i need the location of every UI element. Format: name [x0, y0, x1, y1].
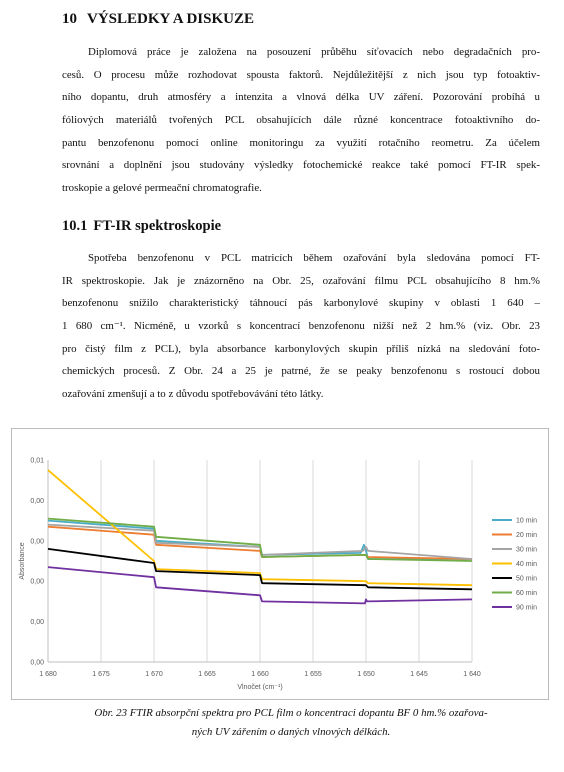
figure-caption [36, 704, 546, 742]
y-tick-label: 0,00 [30, 578, 44, 586]
paragraph-line: IR spektroskopie. Jak je znázorněno na Obr. 25, ozařování filmu PCL obsahujícího 8 hm.% [62, 274, 540, 287]
paragraph-line: pro čistý film z PCL), byla absorbance karbonylových skupin příliš nízká na sledování foto- [62, 342, 540, 355]
paragraph-line: troskopie a gelové permeační chromatografie. [62, 182, 262, 195]
legend-label: 60 min [516, 590, 538, 597]
paragraph-line: benzofenonu snížilo charakteristický táhnoucí pás karbonylové skupiny v oblasti 1 640 – [62, 297, 540, 310]
section-number: 10 [62, 11, 77, 27]
y-tick-label: 0,00 [30, 497, 44, 505]
legend-label: 20 min [516, 532, 538, 539]
x-tick-label: 1 670 [145, 671, 163, 678]
legend-label: 30 min [516, 546, 538, 554]
paragraph-line: cesů. O procesu může rozhodovat spousta faktorů. Nejdůležitější z nich jsou typ fotoaktiv- [62, 68, 540, 81]
caption-line: Obr. 23 FTIR absorpční spektra pro PCL film o koncentraci dopantu BF 0 hm.% ozařova- [94, 707, 488, 719]
paragraph-line: pantu benzofenonu pomocí online monitoringu za využití rotačního reometru. Za účelem [62, 136, 540, 149]
paragraph-line: srovnání a doplnění jsou studovány výsledky fotochemické reakce také pomocí FT-IR spek- [62, 159, 540, 172]
subsection-number: 10.1 [62, 218, 88, 234]
subsection-title: FT-IR spektroskopie [93, 218, 222, 234]
paragraph-line: 1 680 cm⁻¹. Nicméně, u vzorků s koncentrací benzofenonu nižší než 2 hm.% (viz. Obr. 23 [62, 320, 540, 333]
legend-label: 50 min [516, 575, 538, 583]
x-tick-label: 1 660 [251, 671, 269, 678]
subsection-heading [62, 218, 221, 235]
legend-label: 10 min [516, 517, 538, 525]
paragraph-line: chemických procesů. Z Obr. 24 a 25 je patrné, že se peaky benzofenonu s rostoucí dobou [62, 365, 540, 378]
caption-line: ných UV zářením o daných vlnových délkách. [191, 726, 391, 738]
x-tick-label: 1 665 [198, 671, 216, 678]
y-tick-label: 0,00 [30, 659, 44, 667]
paragraph-line: ního dopantu, druh atmosféry a intenzita a vlnová délka UV záření. Pozorování probíhá u [62, 91, 540, 104]
paragraph-line: fóliových materiálů tvořených PCL obsahujících dále různé koncentrace fotoaktivního do- [62, 114, 540, 127]
y-tick-label: 0,00 [30, 538, 44, 546]
section-title: VÝSLEDKY A DISKUZE [87, 11, 254, 27]
x-tick-label: 1 640 [463, 671, 481, 678]
y-tick-label: 0,01 [30, 457, 44, 465]
section-heading [62, 11, 254, 28]
y-tick-label: 0,00 [30, 619, 44, 627]
ftir-paragraph [62, 247, 540, 406]
x-tick-label: 1 675 [92, 671, 110, 678]
legend-label: 90 min [516, 604, 538, 612]
legend-label: 40 min [516, 561, 538, 568]
x-tick-label: 1 655 [304, 671, 322, 678]
y-axis-title: Absorbance [19, 542, 26, 580]
paragraph-line: Spotřeba benzofenonu v PCL matricích během ozařování byla sledována pomocí FT- [88, 252, 540, 264]
intro-paragraph [62, 41, 540, 200]
x-tick-label: 1 680 [39, 671, 57, 678]
paragraph-line: Diplomová práce je založena na posouzení průběhu síťovacích nebo degradačních pro- [88, 46, 540, 58]
x-tick-label: 1 650 [357, 671, 375, 678]
ftir-chart-frame [11, 428, 549, 700]
ftir-chart [12, 429, 548, 699]
paragraph-line: ozařování zmenšují a to z důvodu spotřebovávání této látky. [62, 388, 324, 401]
x-tick-label: 1 645 [410, 671, 428, 678]
x-axis-title: Vlnočet (cm⁻¹) [237, 684, 283, 691]
